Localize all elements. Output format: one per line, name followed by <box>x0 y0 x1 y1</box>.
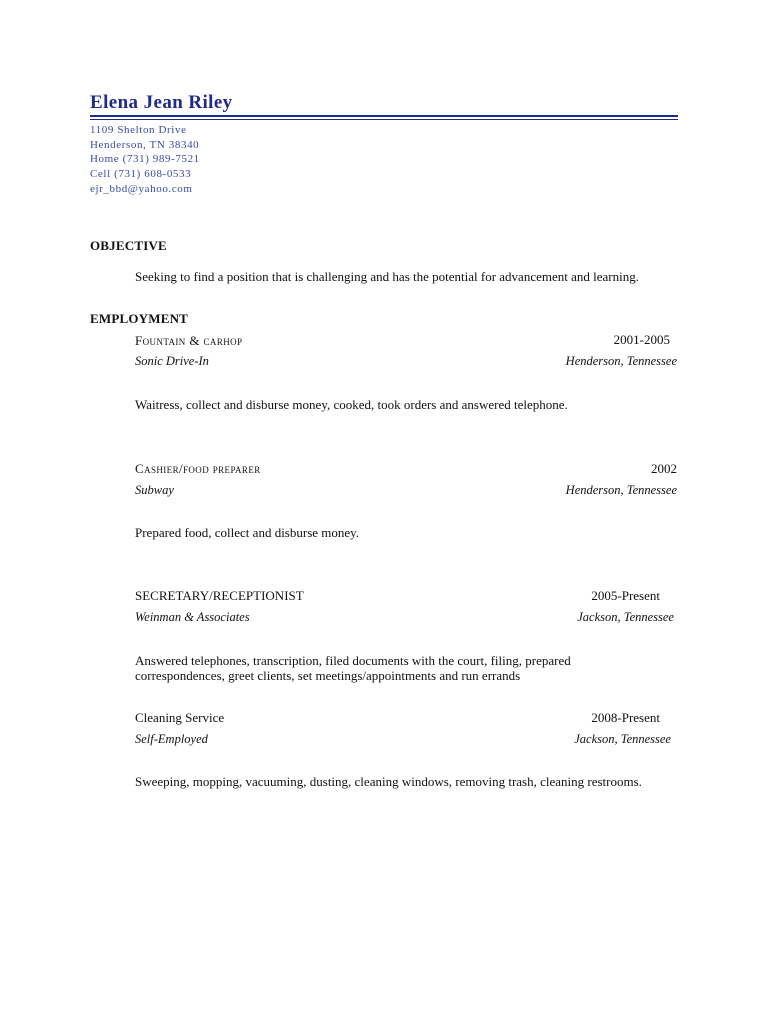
objective-heading: OBJECTIVE <box>90 238 167 253</box>
job-description-line1: Answered telephones, transcription, filed documents with the court, filing, prepared <box>135 653 571 668</box>
resume-name: Elena Jean Riley <box>90 92 233 113</box>
job-description: Prepared food, collect and disburse money. <box>135 525 360 540</box>
contact-home-phone: Home (731) 989-7521 <box>90 153 200 165</box>
contact-cell-phone: Cell (731) 608-0533 <box>90 168 192 180</box>
job-location: Henderson, Tennessee <box>565 483 677 497</box>
job-title: Cleaning Service <box>135 710 225 725</box>
contact-address-line2: Henderson, TN 38340 <box>90 139 200 151</box>
employment-heading: EMPLOYMENT <box>90 311 189 326</box>
job-employer: Subway <box>135 483 174 497</box>
job-location: Jackson, Tennessee <box>574 732 671 746</box>
header-rule-top <box>90 115 678 117</box>
job-employer: Sonic Drive-In <box>135 354 209 368</box>
job-years: 2005-Present <box>591 588 660 603</box>
job-employer: Self-Employed <box>135 732 208 746</box>
contact-address-line1: 1109 Shelton Drive <box>90 124 187 136</box>
job-title: Cashier/food preparer <box>135 461 261 476</box>
job-years: 2001-2005 <box>613 332 670 347</box>
job-title: Fountain & carhop <box>135 333 243 348</box>
job-employer: Weinman & Associates <box>135 610 250 624</box>
job-description: Waitress, collect and disburse money, cooked, took orders and answered telephone. <box>135 397 568 412</box>
contact-email[interactable]: ejr_bbd@yahoo.com <box>90 183 193 195</box>
job-title: SECRETARY/RECEPTIONIST <box>135 588 304 603</box>
job-location: Henderson, Tennessee <box>565 354 677 368</box>
job-description-line2: correspondences, greet clients, set meetings/appointments and run errands <box>135 668 521 683</box>
header-rule-bottom <box>90 119 678 120</box>
job-years: 2002 <box>651 461 677 476</box>
objective-text: Seeking to find a position that is challenging and has the potential for advancement and learning. <box>135 269 639 284</box>
job-description: Sweeping, mopping, vacuuming, dusting, cleaning windows, removing trash, cleaning restrooms. <box>135 774 642 789</box>
job-location: Jackson, Tennessee <box>577 610 674 624</box>
job-years: 2008-Present <box>591 710 660 725</box>
